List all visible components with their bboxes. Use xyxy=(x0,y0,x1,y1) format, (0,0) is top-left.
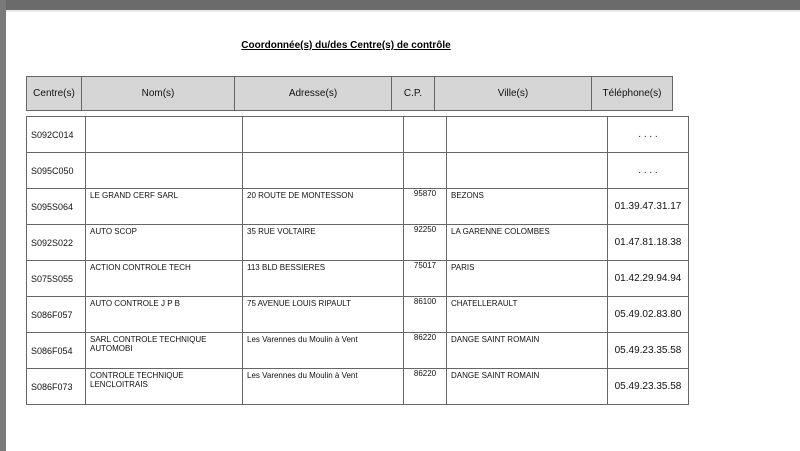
table-row xyxy=(27,333,689,369)
cell-cp xyxy=(404,153,447,189)
centres-table xyxy=(26,116,689,405)
cell-cp: 75017 xyxy=(404,261,447,297)
cell-centre: S086F073 xyxy=(27,369,86,405)
header-centre: Centre(s) xyxy=(27,77,82,111)
cell-nom: LE GRAND CERF SARL xyxy=(86,189,243,225)
cell-cp xyxy=(404,117,447,153)
cell-cp: 95870 xyxy=(404,189,447,225)
cell-ville: BEZONS xyxy=(447,189,608,225)
cell-adresse: 75 AVENUE LOUIS RIPAULT xyxy=(243,297,404,333)
table-row xyxy=(27,189,689,225)
table-row xyxy=(27,261,689,297)
cell-adresse xyxy=(243,153,404,189)
cell-telephone: 05.49.02.83.80 xyxy=(608,297,689,333)
cell-ville: CHATELLERAULT xyxy=(447,297,608,333)
cell-cp: 86220 xyxy=(404,369,447,405)
cell-centre: S075S055 xyxy=(27,261,86,297)
header-nom: Nom(s) xyxy=(82,77,235,111)
cell-nom: SARL CONTROLE TECHNIQUE AUTOMOBI xyxy=(86,333,243,369)
cell-adresse xyxy=(243,117,404,153)
table-row xyxy=(27,297,689,333)
header-telephone: Téléphone(s) xyxy=(592,77,673,111)
cell-adresse: 20 ROUTE DE MONTESSON xyxy=(243,189,404,225)
cell-cp: 86100 xyxy=(404,297,447,333)
cell-ville: DANGE SAINT ROMAIN xyxy=(447,369,608,405)
cell-adresse: 113 BLD BESSIERES xyxy=(243,261,404,297)
cell-telephone: 01.42.29.94.94 xyxy=(608,261,689,297)
cell-nom xyxy=(86,117,243,153)
header-ville: Ville(s) xyxy=(435,77,592,111)
cell-telephone: 01.47.81.18.38 xyxy=(608,225,689,261)
header-cp: C.P. xyxy=(392,77,435,111)
table-row xyxy=(27,117,689,153)
cell-nom xyxy=(86,153,243,189)
cell-telephone: . . . . xyxy=(608,117,689,153)
header-adresse: Adresse(s) xyxy=(235,77,392,111)
cell-ville: PARIS xyxy=(447,261,608,297)
table-row xyxy=(27,225,689,261)
cell-centre: S095S064 xyxy=(27,189,86,225)
cell-nom: AUTO CONTROLE J P B xyxy=(86,297,243,333)
cell-centre: S092S022 xyxy=(27,225,86,261)
cell-centre: S092C014 xyxy=(27,117,86,153)
cell-telephone: 01.39.47.31.17 xyxy=(608,189,689,225)
cell-ville: DANGE SAINT ROMAIN xyxy=(447,333,608,369)
table-row xyxy=(27,153,689,189)
cell-nom: CONTROLE TECHNIQUE LENCLOITRAIS xyxy=(86,369,243,405)
cell-ville: LA GARENNE COLOMBES xyxy=(447,225,608,261)
cell-adresse: Les Varennes du Moulin à Vent xyxy=(243,333,404,369)
table-row xyxy=(27,369,689,405)
cell-nom: ACTION CONTROLE TECH xyxy=(86,261,243,297)
cell-telephone: 05.49.23.35.58 xyxy=(608,369,689,405)
cell-ville xyxy=(447,153,608,189)
cell-centre: S086F054 xyxy=(27,333,86,369)
table-header xyxy=(26,76,673,111)
cell-cp: 86220 xyxy=(404,333,447,369)
cell-telephone: 05.49.23.35.58 xyxy=(608,333,689,369)
viewer-top-border xyxy=(0,0,800,10)
cell-centre: S095C050 xyxy=(27,153,86,189)
document-title: Coordonnée(s) du/des Centre(s) de contrôle xyxy=(241,40,451,51)
cell-centre: S086F057 xyxy=(27,297,86,333)
cell-adresse: Les Varennes du Moulin à Vent xyxy=(243,369,404,405)
cell-adresse: 35 RUE VOLTAIRE xyxy=(243,225,404,261)
cell-cp: 92250 xyxy=(404,225,447,261)
cell-ville xyxy=(447,117,608,153)
cell-telephone: . . . . xyxy=(608,153,689,189)
cell-nom: AUTO SCOP xyxy=(86,225,243,261)
document-page xyxy=(6,12,800,451)
